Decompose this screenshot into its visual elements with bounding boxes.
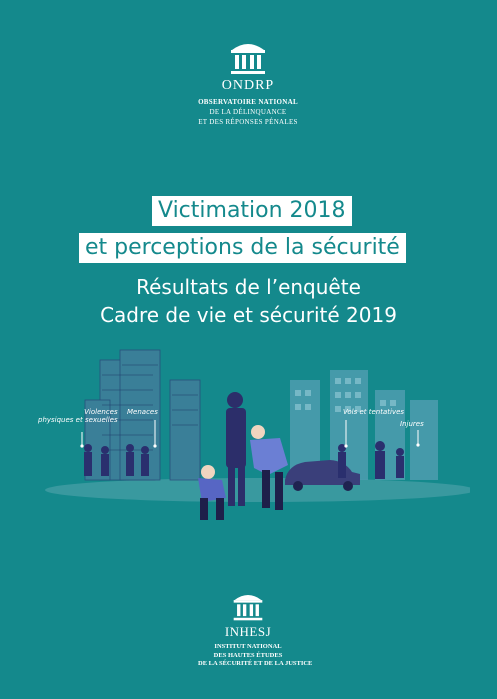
label-vols: Vols et tentatives — [343, 408, 405, 416]
ondrp-name-line2: DE LA DÉLINQUANCE — [209, 108, 287, 116]
label-menaces: Menaces — [127, 408, 158, 416]
inhesj-name-line2: DES HAUTES ÉTUDES — [213, 651, 283, 659]
subtitle-line-1: Résultats de l’enquête — [136, 275, 361, 299]
city-scene-illustration — [30, 340, 470, 540]
inhesj-acronym: INHESJ — [224, 624, 272, 639]
ondrp-name-line3: ET DES RÉPONSES PÉNALES — [198, 118, 298, 126]
temple-columns-icon — [230, 590, 266, 622]
temple-columns-icon — [228, 38, 268, 76]
label-violences — [38, 408, 118, 424]
label-violences-line1: Violences — [84, 408, 118, 416]
subtitle-line-2: Cadre de vie et sécurité 2019 — [100, 303, 397, 327]
ondrp-name-line1: OBSERVATOIRE NATIONAL — [198, 98, 298, 106]
inhesj-name-line1: INSTITUT NATIONAL — [214, 643, 282, 650]
title-line-1: Victimation 2018 — [152, 196, 352, 226]
ondrp-logo — [198, 38, 298, 127]
ondrp-full-name — [198, 97, 298, 127]
cover-illustration — [30, 340, 470, 540]
title-line-2: et perceptions de la sécurité — [79, 233, 406, 263]
label-violences-line2: physiques et sexuelles — [38, 416, 118, 424]
ondrp-acronym: ONDRP — [221, 78, 275, 93]
label-injures: Injures — [400, 420, 424, 428]
inhesj-name-line3: DE LA SÉCURITÉ ET DE LA JUSTICE — [198, 660, 313, 667]
inhesj-full-name — [198, 643, 313, 669]
inhesj-logo — [198, 590, 313, 669]
